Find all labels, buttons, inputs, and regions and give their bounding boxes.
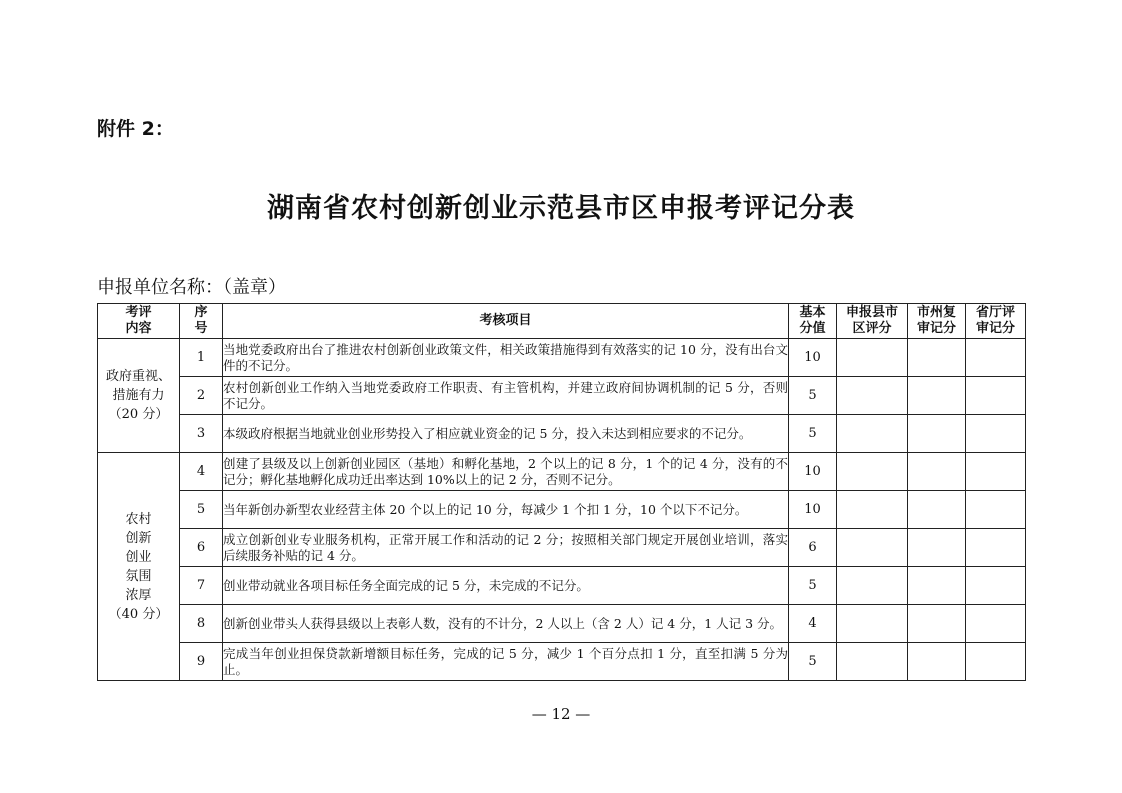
seq-cell: 8 (180, 605, 223, 643)
seq-cell: 2 (180, 377, 223, 415)
header-province-score: 省厅评 审记分 (966, 304, 1026, 339)
city-score-cell[interactable] (908, 339, 966, 377)
table-row (98, 643, 1026, 681)
province-score-cell[interactable] (966, 339, 1026, 377)
item-cell: 创新创业带头人获得县级以上表彰人数，没有的不计分，2 人以上（含 2 人）记 4 分，1 人记 3 分。 (223, 605, 789, 643)
attachment-label: 附件 2： (97, 118, 174, 140)
province-score-cell[interactable] (966, 453, 1026, 491)
city-score-cell[interactable] (908, 643, 966, 681)
seq-cell: 6 (180, 529, 223, 567)
province-score-cell[interactable] (966, 415, 1026, 453)
province-score-cell[interactable] (966, 377, 1026, 415)
province-score-cell[interactable] (966, 491, 1026, 529)
table-row (98, 339, 1026, 377)
city-score-cell[interactable] (908, 415, 966, 453)
province-score-cell[interactable] (966, 643, 1026, 681)
header-base-score: 基本 分值 (789, 304, 837, 339)
header-seq: 序 号 (180, 304, 223, 339)
item-cell: 本级政府根据当地就业创业形势投入了相应就业资金的记 5 分，投入未达到相应要求的不记分。 (223, 415, 789, 453)
table-row (98, 567, 1026, 605)
base-score-cell: 6 (789, 529, 837, 567)
county-score-cell[interactable] (837, 453, 908, 491)
county-score-cell[interactable] (837, 377, 908, 415)
base-score-cell: 5 (789, 415, 837, 453)
item-cell: 农村创新创业工作纳入当地党委政府工作职责、有主管机构，并建立政府间协调机制的记 5 分，否则不记分。 (223, 377, 789, 415)
table-row (98, 605, 1026, 643)
base-score-cell: 5 (789, 567, 837, 605)
county-score-cell[interactable] (837, 567, 908, 605)
county-score-cell[interactable] (837, 643, 908, 681)
county-score-cell[interactable] (837, 491, 908, 529)
city-score-cell[interactable] (908, 605, 966, 643)
header-county-score: 申报县市 区评分 (837, 304, 908, 339)
seq-cell: 9 (180, 643, 223, 681)
table-row (98, 491, 1026, 529)
item-cell: 创建了县级及以上创新创业园区（基地）和孵化基地，2 个以上的记 8 分，1 个的记 4 分，没有的不记分；孵化基地孵化成功迁出率达到 10%以上的记 2 分，否则不记分。 (223, 453, 789, 491)
city-score-cell[interactable] (908, 567, 966, 605)
table-row (98, 415, 1026, 453)
base-score-cell: 10 (789, 453, 837, 491)
seq-cell: 4 (180, 453, 223, 491)
category-cell: 农村 创新 创业 氛围 浓厚 （40 分） (98, 453, 180, 681)
seq-cell: 7 (180, 567, 223, 605)
header-item: 考核项目 (223, 304, 789, 339)
province-score-cell[interactable] (966, 605, 1026, 643)
header-row (98, 304, 1026, 339)
city-score-cell[interactable] (908, 491, 966, 529)
table-row (98, 377, 1026, 415)
item-cell: 完成当年创业担保贷款新增额目标任务，完成的记 5 分，减少 1 个百分点扣 1 分，直至扣满 5 分为止。 (223, 643, 789, 681)
province-score-cell[interactable] (966, 529, 1026, 567)
header-category: 考评 内容 (98, 304, 180, 339)
category-cell: 政府重视、 措施有力 （20 分） (98, 339, 180, 453)
table-row (98, 529, 1026, 567)
table-row (98, 453, 1026, 491)
document-title: 湖南省农村创新创业示范县市区申报考评记分表 (267, 193, 855, 224)
applicant-label: 申报单位名称：（盖章） (97, 277, 286, 298)
base-score-cell: 4 (789, 605, 837, 643)
item-cell: 创业带动就业各项目标任务全面完成的记 5 分，未完成的不记分。 (223, 567, 789, 605)
item-cell: 当年新创办新型农业经营主体 20 个以上的记 10 分，每减少 1 个扣 1 分，10 个以下不记分。 (223, 491, 789, 529)
base-score-cell: 10 (789, 491, 837, 529)
base-score-cell: 5 (789, 643, 837, 681)
table-body (98, 339, 1026, 681)
county-score-cell[interactable] (837, 339, 908, 377)
county-score-cell[interactable] (837, 529, 908, 567)
score-table (97, 303, 1026, 681)
header-city-score: 市州复 审记分 (908, 304, 966, 339)
county-score-cell[interactable] (837, 415, 908, 453)
city-score-cell[interactable] (908, 529, 966, 567)
city-score-cell[interactable] (908, 377, 966, 415)
seq-cell: 5 (180, 491, 223, 529)
base-score-cell: 5 (789, 377, 837, 415)
county-score-cell[interactable] (837, 605, 908, 643)
item-cell: 当地党委政府出台了推进农村创新创业政策文件，相关政策措施得到有效落实的记 10 分，没有出台文件的不记分。 (223, 339, 789, 377)
base-score-cell: 10 (789, 339, 837, 377)
page-number: — 12 — (531, 705, 591, 723)
item-cell: 成立创新创业专业服务机构，正常开展工作和活动的记 2 分；按照相关部门规定开展创业培训，落实后续服务补贴的记 4 分。 (223, 529, 789, 567)
province-score-cell[interactable] (966, 567, 1026, 605)
seq-cell: 3 (180, 415, 223, 453)
seq-cell: 1 (180, 339, 223, 377)
city-score-cell[interactable] (908, 453, 966, 491)
